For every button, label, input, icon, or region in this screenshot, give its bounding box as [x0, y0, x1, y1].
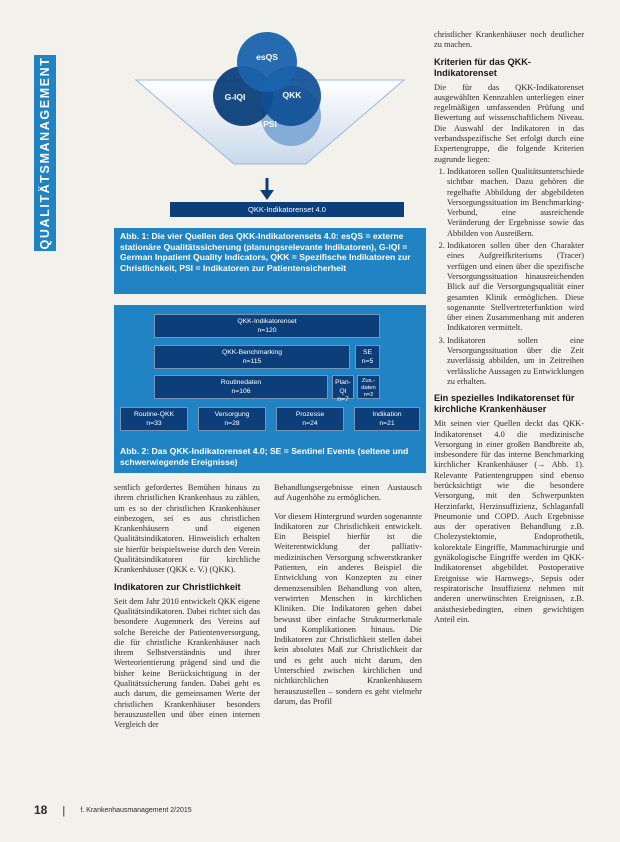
box-title: SE — [362, 349, 373, 356]
paragraph: Mit seinen vier Quellen deckt das QKK-Indikatorenset 4.0 die medizinische Versorgung in einer großen Bandbreite ab, insbesondere für das interne Benchmarking kirchlicher Krankenhäuser (→ Abb. 1). Relevante Patientengruppen sind ebenso berücksichtigt wie die besondere Versorgung, mit den Schwerpunkten Herzinfarkt, Herzinsuffizienz, Schlaganfall Pneumonie und COPD. Auch Ergebnisse aus der operativen Behandlung z.B. Cholezystektomie, Endoprothetik, kolorektale Eingriffe, Mammachirurgie und gynäkologische Eingriffe werden im QKK-Indikatorenset abgebildet. Postoperative Ereignisse wie Harnwegs-, Sepsis oder respiratorische Insuffizienz nehmen mit anderen unerwünschten Ereignissen, z.B. anästhesiebedingten, einen gewichtigen Anteil ein. — [434, 419, 584, 624]
figure-1-caption: Abb. 1: Die vier Quellen des QKK-Indikatorensets 4.0: esQS = externe stationäre Qualitätssicherung (planungsrelevante Indikatoren), G-IQI = German Inpatient Quality Indicators, QKK = Spezifische Indikatoren zur Christlichkeit, PSI = Indikatoren zur Patientensicherheit — [114, 228, 426, 294]
box-bottom-1 — [120, 407, 188, 431]
box-title: QKK-Benchmarking — [221, 349, 283, 356]
indicator-set-bar: QKK-Indikatorenset 4.0 — [170, 202, 404, 217]
box-title: Prozesse — [295, 411, 325, 418]
box-additional-data — [357, 375, 380, 399]
paragraph: christlicher Krankenhäuser noch deutlicher zu machen. — [434, 30, 584, 50]
figure-1-diagram — [114, 22, 426, 228]
section-sidebar — [34, 55, 56, 251]
box-indicator-set — [154, 314, 380, 338]
page-number: 18 — [34, 803, 48, 817]
figure-2-caption: Abb. 2: Das QKK-Indikatorenset 4.0; SE = Sentinel Events (seltene und schwerwiegende Ereignisse) — [114, 443, 426, 473]
text-column-3 — [434, 30, 584, 625]
box-count: n=24 — [302, 419, 318, 427]
box-title: QKK-Indikatorenset — [237, 318, 297, 325]
criteria-list — [434, 167, 584, 387]
paragraph: Seit dem Jahr 2010 entwickelt QKK eigene Qualitätsindikatoren. Dabei richtet sich das besondere Augenmerk des Vereins auf solche Bereiche der Patientenversorgung, die für christliche Krankenhäuser nach ihrem Selbstverständnis und ihrer Werteorientierung prägend sind und die bisher keine Berücksichtigung in der Qualitätssicherung fanden. Dabei geht es auch darum, die gemeinsamen Werte der christlichen Krankenhäuser besonders herauszustellen und über einen internen Vergleich der — [114, 596, 260, 730]
section-heading: Kriterien für das QKK-Indikatorenset — [434, 56, 531, 78]
box-benchmarking — [154, 345, 350, 369]
box-count: n=115 — [242, 357, 262, 365]
paragraph: Behandlungsergebnisse einen Austausch auf Augenhöhe zu ermöglichen. — [274, 483, 422, 503]
text-column-1 — [114, 483, 260, 731]
box-count: n=7 — [337, 396, 349, 403]
arrow-down-icon — [260, 190, 274, 200]
box-sentinel-events — [355, 345, 380, 369]
box-count: n=5 — [361, 357, 374, 365]
footer-source: f. Krankenhausmanagement 2/2015 — [80, 807, 192, 814]
box-routine-data — [154, 375, 328, 399]
box-title: Plan-QI — [335, 379, 351, 395]
box-bottom-2 — [198, 407, 266, 431]
list-item: 3. Indikatoren sollen eine Versorgungssituation über die Zeit zuverlässig abbilden, um in Zeitreihen verlässliche Aussagen zu Entwicklungen zu erhalten. — [447, 336, 584, 387]
paragraph: sentlich gefordertes Bemühen hinaus zu ihrem christlichen Krankenhaus zu zählen, um es so der christlichen Krankenhäuser einbezogen, sei es aus christlichen Krankenhäusern und eigenen Qualitätsindikatoren. Hinweislich erhalten sie hierfür beispielsweise durch den Verein Qualitätsindikatoren für kirchliche Krankenhäuser (QKK e. V.) (QKK). — [114, 483, 260, 575]
label-giqi: G-IQI — [224, 92, 246, 102]
label-esqs: esQS — [256, 52, 278, 62]
box-title: Zus.-daten — [361, 378, 376, 391]
box-title: Indikation — [372, 411, 402, 418]
label-qkk: QKK — [282, 90, 302, 100]
box-bottom-4 — [354, 407, 420, 431]
figure-1 — [114, 22, 426, 294]
box-count: n=28 — [224, 419, 240, 427]
box-count: n=21 — [379, 419, 395, 427]
footer-separator: | — [62, 805, 66, 817]
box-count: n=120 — [257, 326, 277, 334]
box-bottom-3 — [276, 407, 344, 431]
section-heading: Indikatoren zur Christlichkeit — [114, 581, 241, 592]
box-count: n=106 — [231, 387, 251, 395]
paragraph: Vor diesem Hintergrund wurden sogenannte Indikatoren zur Christlichkeit entwickelt. Ein Beispiel hierfür ist die Weiterentwicklung der palliativ-medizinischen Versorgung schwerstkranker Patienten, ein anderes Beispiel die Entwicklung von Konzepten zu einer demenzsensiblen Behandlung von alten, verwirrten Menschen in kirchlichen Kliniken. Die Indikatoren gehen dabei bewusst über einfache Strukturmerkmale und Komplikationen hinaus. Die Indikatoren zur Christlichkeit stellen dabei kein absolutes Maß zur Christlichkeit dar und es geht auch nicht darum, den Unterschied zwischen kirchlichen und nichtkirchlichen Krankenhäusern herauszustellen – sondern es geht vielmehr darum, das Profil — [274, 511, 422, 706]
box-title: Routine-QKK — [133, 411, 175, 418]
figure-2 — [114, 305, 426, 473]
box-title: Versorgung — [214, 411, 250, 418]
text-column-2 — [274, 483, 422, 707]
list-item: 2. Indikatoren sollen über den Charakter eines Aufgreifkriteriums (Tracer) verfügen und einen über die spezifische Versorgungssituation hinausreichenden Blick auf die Versorgungsqualität einer gesamten Klinik ermöglichen. Diese sogenannte Stellvertreterfunktion wird über einen Zusammenhang mit anderen Indikatoren vermittelt. — [447, 241, 584, 334]
box-count: n=33 — [146, 419, 162, 427]
page-footer — [34, 803, 192, 817]
paragraph: Die für das QKK-Indikatorenset ausgewählten Kennzahlen unterliegen einer regelmäßigen umfassenden Prüfung und Bewertung auf wissenschaftlichem Niveau. Die Auswahl der Indikatoren in das verbandsspezifische Set erfolgt durch eine Expertengruppe, die folgende Kriterien zugrunde liegen: — [434, 82, 584, 164]
circle-esqs — [237, 32, 297, 92]
label-psi: PSI — [263, 119, 277, 129]
box-count: n=2 — [363, 392, 374, 398]
list-item: 1. Indikatoren sollen Qualitätsunterschiede sichtbar machen. Dazu gehören die regelhafte Abbildung der abgebildeten Versorgungssituation im Benchmarking-Verbund, eine ausreichende Veränderung der Ergebnisse sowie das Abbilden von Ausreißern. — [447, 167, 584, 239]
box-title: Routinedaten — [220, 379, 262, 386]
section-heading: Ein spezielles Indikatorenset für kirchliche Krankenhäuser — [434, 393, 575, 415]
section-label: QUALITÄTSMANAGEMENT — [38, 56, 52, 250]
box-plan-qi — [332, 375, 354, 403]
